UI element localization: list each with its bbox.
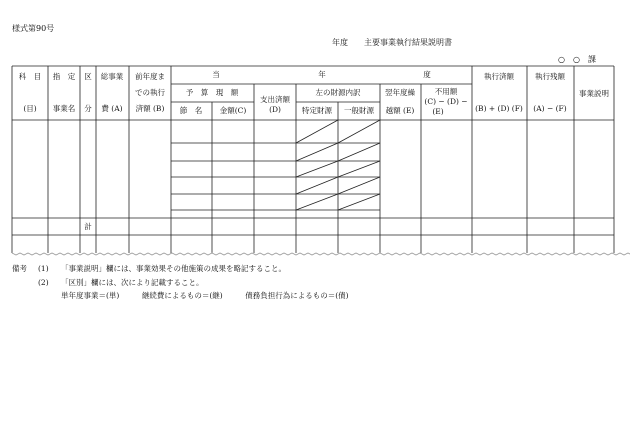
current-year-char-2: 年: [318, 70, 326, 79]
funding-head: 左の財源内訳: [315, 88, 361, 97]
col-division-label: 区: [84, 72, 92, 81]
diagonal-slash: [296, 177, 338, 194]
unused-formula: (C) − (D) −: [424, 97, 468, 106]
diagonal-slash: [338, 120, 380, 143]
budget-head: 予 算 現 額: [185, 88, 239, 97]
executed-formula: (B) + (D) (F): [475, 104, 523, 113]
diagonal-slash: [338, 143, 380, 161]
funding-specific-label: 特定財源: [302, 106, 332, 115]
section-label: ○ ○ 課: [558, 55, 596, 64]
expenditure-sub: (D): [269, 105, 281, 114]
col-prev-sub: 済額 (B): [135, 104, 165, 113]
col-prev-label-2: での執行: [135, 88, 165, 97]
diagonal-slash: [296, 161, 338, 177]
unused-formula-tail: (E): [432, 107, 444, 116]
unused-label: 不用額: [434, 87, 458, 96]
description-label: 事業説明: [579, 89, 609, 98]
col-division-sub: 分: [84, 104, 92, 113]
remaining-label: 執行残額: [535, 72, 565, 81]
carryover-label: 翌年度繰: [385, 88, 415, 97]
total-row-label: 計: [84, 222, 92, 231]
diagonal-slash: [338, 194, 380, 210]
form-number: 様式第90号: [12, 24, 55, 33]
col-designated-sub: 事業名: [52, 104, 76, 113]
current-year-char-1: 当: [212, 70, 220, 79]
expenditure-label: 支出済額: [260, 95, 290, 104]
col-total-label: 総事業: [100, 72, 124, 81]
funding-general-label: 一般財源: [344, 106, 374, 115]
diagonal-slash: [296, 194, 338, 210]
note-1-text: 「事業説明」欄には、事業効果その他施策の成果を略記すること。: [61, 264, 286, 273]
col-subject-label: 科 目: [18, 72, 42, 81]
notes-label: 備考: [12, 264, 27, 273]
remaining-formula: (A) − (F): [533, 104, 567, 113]
diagonal-slash: [296, 120, 338, 143]
note-3-text: 単年度事業＝(単) 継続費によるもの＝(継) 債務負担行為によるもの＝(債): [61, 291, 349, 300]
note-2-number: (2): [38, 278, 49, 287]
col-designated-label: 指 定: [52, 72, 76, 81]
col-prev-label: 前年度ま: [135, 72, 165, 81]
diagonal-slash: [338, 161, 380, 177]
current-year-char-3: 度: [423, 70, 431, 79]
note-2-text: 「区別」欄には、次により記載すること。: [61, 278, 204, 287]
executed-label: 執行済額: [484, 72, 514, 81]
torn-edge: [12, 253, 630, 255]
note-1-number: (1): [38, 264, 49, 273]
budget-amount-label: 金額(C): [219, 106, 247, 115]
col-total-sub: 費 (A): [101, 104, 123, 113]
col-subject-sub: (目): [23, 104, 37, 113]
diagonal-slash: [338, 177, 380, 194]
budget-section-label: 節 名: [179, 106, 203, 115]
diagonal-slash: [296, 143, 338, 161]
page-title: 年度 主要事業執行結果説明書: [332, 38, 452, 47]
carryover-sub: 越額 (E): [385, 106, 415, 115]
